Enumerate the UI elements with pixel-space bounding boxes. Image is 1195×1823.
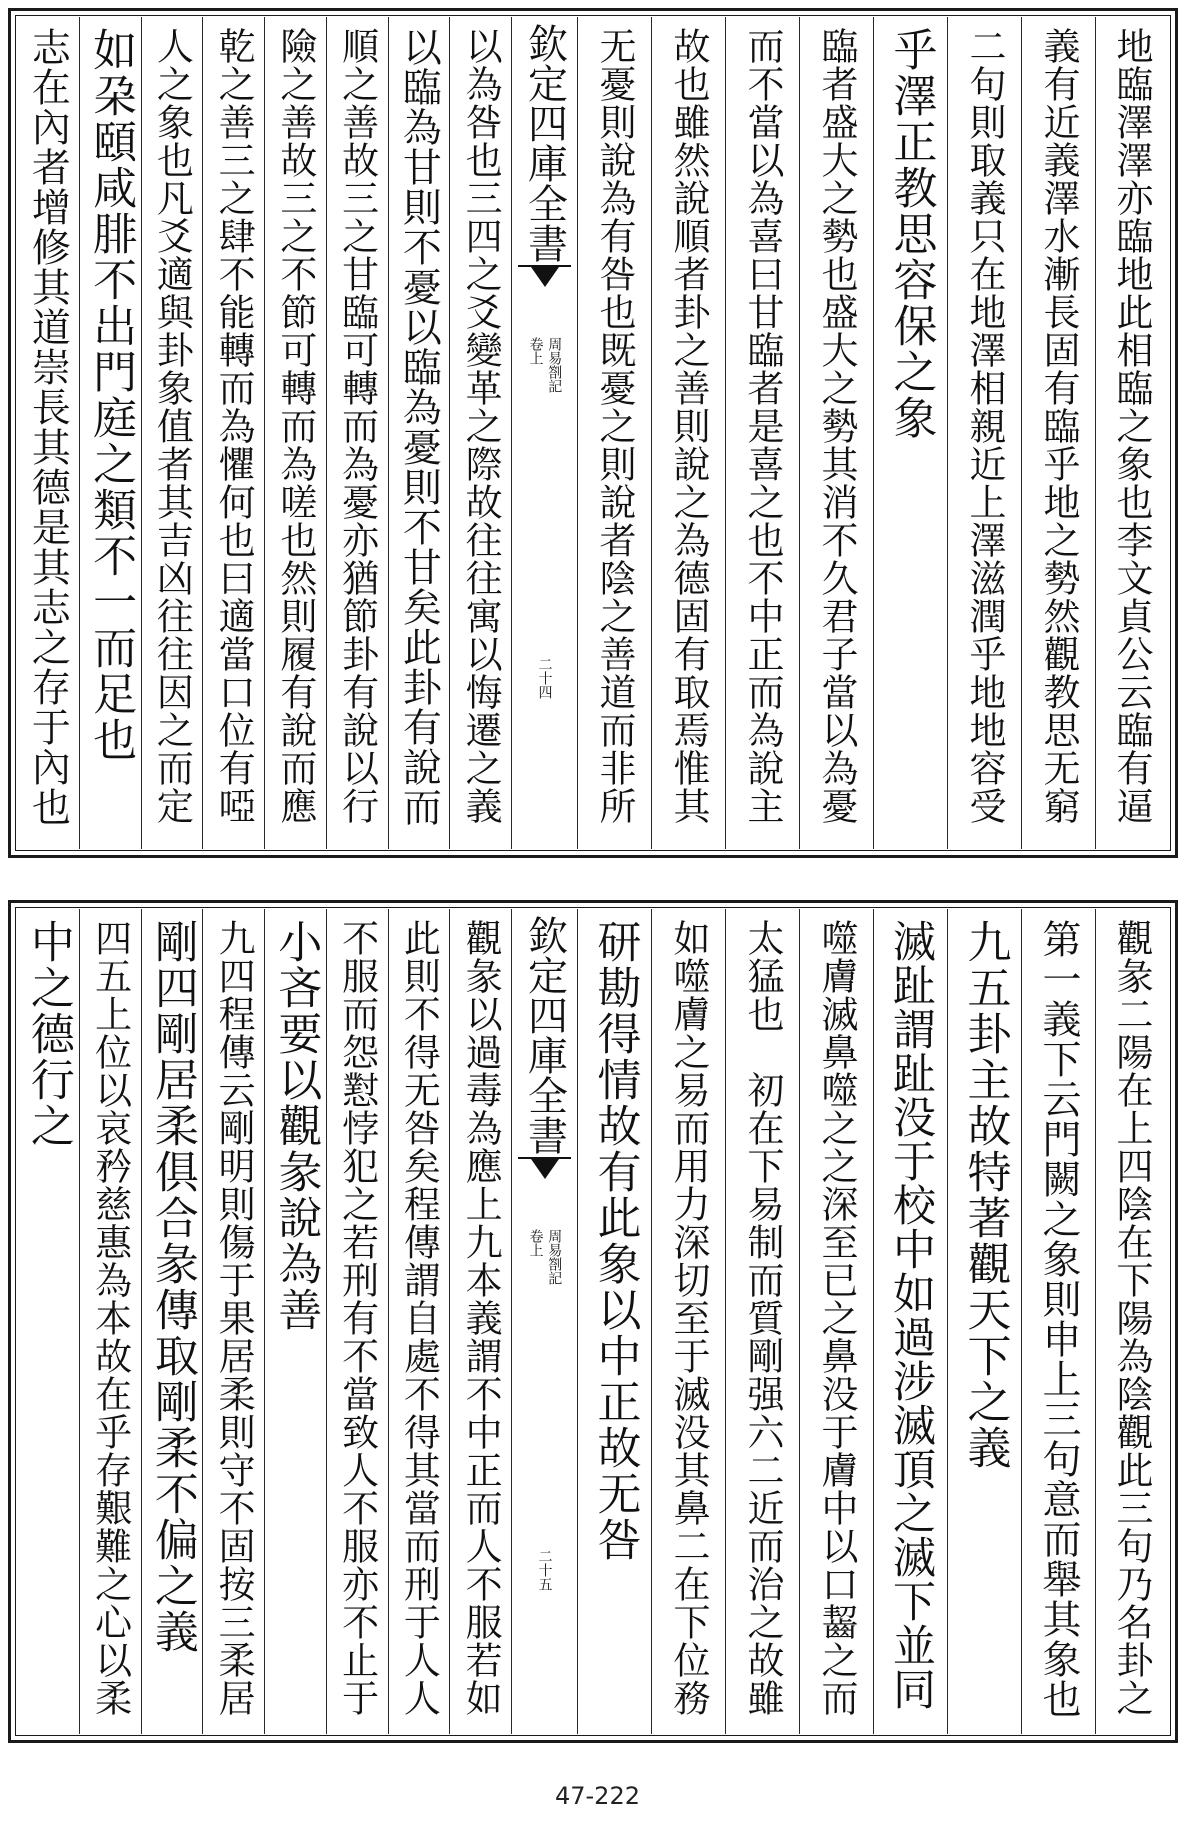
column-text: 以臨為甘則不憂以臨為憂則不甘矣此卦有說而	[396, 27, 442, 827]
column-text: 九四程傳云剛明則傷于果居柔則守不固按三柔居	[212, 919, 256, 1717]
column-text: 而不當以為喜曰甘臨者是喜之也不中正而為說主	[741, 27, 784, 825]
column-text: 如朶頤咸腓不出門庭之類不一而足也	[85, 27, 137, 763]
center-header-column	[511, 909, 577, 1734]
column-text: 二句則取義只在地澤相親近上澤滋潤乎地地容受	[963, 27, 1006, 825]
column-text: 乎澤正教思容保之象	[885, 27, 937, 441]
column-text: 乾之善三之肆不能轉而為懼何也曰適當口位有啞	[212, 27, 256, 825]
column-text: 四五上位以哀矜慈惠為本故在乎存艱難之心以柔	[88, 919, 132, 1717]
column-text: 順之善故三之甘臨可轉而為憂亦猶節卦有說以行	[335, 27, 379, 825]
column-text: 剛四剛居柔俱合彖傳取剛柔不偏之義	[146, 919, 198, 1655]
text-column	[577, 909, 651, 1734]
volume-name: 卷上	[527, 1229, 544, 1257]
column-text: 臨者盛大之勢也盛大之勢其消不久君子當以為憂	[815, 27, 858, 825]
folio-number: 二十四	[536, 657, 553, 699]
column-text: 地臨澤澤亦臨地此相臨之象也李文貞公云臨有逼	[1110, 27, 1153, 825]
column-text: 九五卦主故特著觀天下之義	[959, 919, 1011, 1471]
page-number: 47-222	[554, 1782, 640, 1810]
column-text: 此則不得无咎矣程傳謂自處不得其當而刑于人人	[397, 919, 441, 1717]
column-text: 不服而怨懟悖犯之若刑有不當致人不服亦不止于	[335, 919, 379, 1717]
column-text: 觀彖二陽在上四陰在下陽為陰觀此三句乃名卦之	[1110, 919, 1153, 1717]
text-column	[651, 909, 725, 1734]
text-column	[725, 909, 799, 1734]
text-column	[326, 909, 388, 1734]
column-text: 志在內者增修其道崇長其德是其志之存于內也	[25, 27, 71, 827]
text-column	[449, 909, 511, 1734]
column-text: 滅趾謂趾没于校中如過涉滅頂之滅下並同	[886, 919, 936, 1711]
text-column	[141, 17, 203, 849]
bottom-page	[8, 900, 1178, 1743]
text-column	[17, 17, 79, 849]
text-column	[651, 17, 725, 849]
column-text: 義有近義澤水漸長固有臨乎地之勢然觀教思无窮	[1037, 27, 1080, 825]
text-column	[17, 909, 79, 1734]
column-text: 研勘得情故有此象以中正故无咎	[589, 919, 641, 1563]
book-name: 周易劄記	[546, 1229, 563, 1285]
text-column	[449, 17, 511, 849]
text-column	[873, 17, 947, 849]
column-text: 无憂則說為有咎也既憂之則說者陰之善道而非所	[593, 27, 636, 825]
column-text: 小吝要以觀彖說為善	[270, 919, 322, 1333]
text-column	[873, 909, 947, 1734]
column-text: 人之象也凡爻適與卦象值者其吉凶往往因之而定	[150, 27, 194, 825]
fish-tail-mark	[518, 1157, 571, 1183]
text-column	[202, 17, 264, 849]
text-column	[947, 909, 1021, 1734]
top-page	[8, 8, 1178, 858]
text-column	[799, 17, 873, 849]
column-text: 噬膚滅鼻噬之之深至已之鼻没于膚中以口齧之而	[815, 919, 858, 1717]
text-column	[202, 909, 264, 1734]
text-column	[79, 17, 141, 849]
text-column	[388, 909, 450, 1734]
text-column	[1021, 909, 1095, 1734]
text-column	[141, 909, 203, 1734]
text-column	[1095, 909, 1167, 1734]
text-column	[725, 17, 799, 849]
text-column	[799, 909, 873, 1734]
column-text: 險之善故三之不節可轉而為嗟也然則履有說而應	[273, 27, 317, 825]
column-text: 故也雖然說順者卦之善則說之為德固有取焉惟其	[667, 27, 710, 825]
column-text: 觀彖以過毒為應上九本義謂不中正而人不服若如	[459, 919, 503, 1717]
text-column	[264, 17, 326, 849]
column-text: 太猛也 初在下易制而質剛强六二近而治之故雖	[741, 919, 784, 1717]
text-column	[1021, 17, 1095, 849]
text-column	[79, 909, 141, 1734]
collection-title: 欽定四庫全書	[521, 23, 568, 263]
text-column	[947, 17, 1021, 849]
text-column	[577, 17, 651, 849]
center-header-column	[511, 17, 577, 849]
text-column	[326, 17, 388, 849]
column-text: 中之德行之	[22, 919, 74, 1149]
collection-title: 欽定四庫全書	[521, 915, 568, 1155]
column-text: 以為咎也三四之爻變革之際故往往寓以悔遷之義	[459, 27, 503, 825]
text-column	[1095, 17, 1167, 849]
column-text: 第一義下云門闕之象則申上三句意而舉其象也	[1036, 919, 1081, 1719]
volume-name: 卷上	[527, 337, 544, 365]
fish-tail-mark	[518, 265, 571, 291]
text-column	[388, 17, 450, 849]
book-name: 周易劄記	[546, 337, 563, 393]
text-column	[264, 909, 326, 1734]
book-volume-label	[528, 337, 561, 393]
folio-number: 二十五	[536, 1549, 553, 1591]
column-text: 如噬膚之易而用力深切至于滅没其鼻二在下位務	[667, 919, 710, 1717]
book-volume-label	[528, 1229, 561, 1285]
